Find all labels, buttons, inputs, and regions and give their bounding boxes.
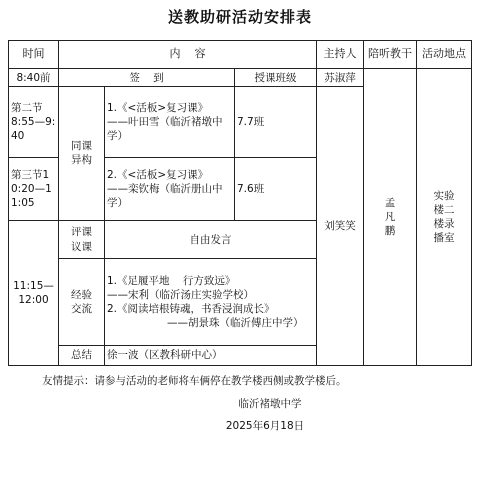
lesson2-time: 第三节10:20—11:05	[9, 157, 59, 220]
signin-row	[9, 69, 472, 86]
host-cell: 刘笑笑	[317, 86, 364, 365]
lesson2-content: 2.《<活板>复习课》 ——栾钦梅（临沂册山中学）	[105, 157, 235, 220]
header-row	[9, 41, 472, 69]
summary-type: 总结	[59, 345, 105, 365]
afternoon-time: 11:15—12:00	[9, 220, 59, 365]
schedule-table	[8, 40, 472, 366]
lesson1-content: 1.《<活板>复习课》 ——叶田雪（临沂褚墩中学）	[105, 86, 235, 157]
summary-content: 徐一波（区教科研中心）	[105, 345, 317, 365]
footer-date: 2025年6月18日	[225, 420, 305, 432]
class-header: 授课班级	[235, 69, 317, 86]
experience-content: 1.《足履平地 行方致远》 ——宋利（临沂汤庄实验学校） 2.《阅读培根铸魂，书香浸润成长》 ——胡景珠（临沂傅庄中学）	[105, 259, 317, 345]
page-title: 送教助研活动安排表	[167, 8, 312, 26]
lesson2-class: 7.6班	[235, 157, 317, 220]
location-cell: 实验楼二楼录播室	[417, 69, 472, 366]
footer-school: 临沂褚墩中学	[238, 398, 302, 410]
header-location: 活动地点	[417, 41, 472, 69]
signin-time: 8:40前	[9, 69, 59, 86]
header-content: 内 容	[59, 41, 317, 69]
header-time: 时间	[9, 41, 59, 69]
evaluate-type: 评课议课	[59, 220, 105, 259]
footer-note: 友情提示：请参与活动的老师将车俩停在教学楼西侧或教学楼后。	[42, 375, 347, 387]
header-host: 主持人	[317, 41, 364, 69]
lesson1-time: 第二节 8:55—9:40	[9, 86, 59, 157]
same-lesson-type: 同课异构	[59, 86, 105, 220]
signin-host: 苏淑萍	[317, 69, 364, 86]
header-accompany: 陪听教干	[364, 41, 417, 69]
lesson1-class: 7.7班	[235, 86, 317, 157]
signin-label: 签 到	[59, 69, 235, 86]
accompany-cell: 孟凡鹏	[364, 69, 417, 366]
evaluate-content: 自由发言	[105, 220, 317, 259]
experience-type: 经验交流	[59, 259, 105, 345]
